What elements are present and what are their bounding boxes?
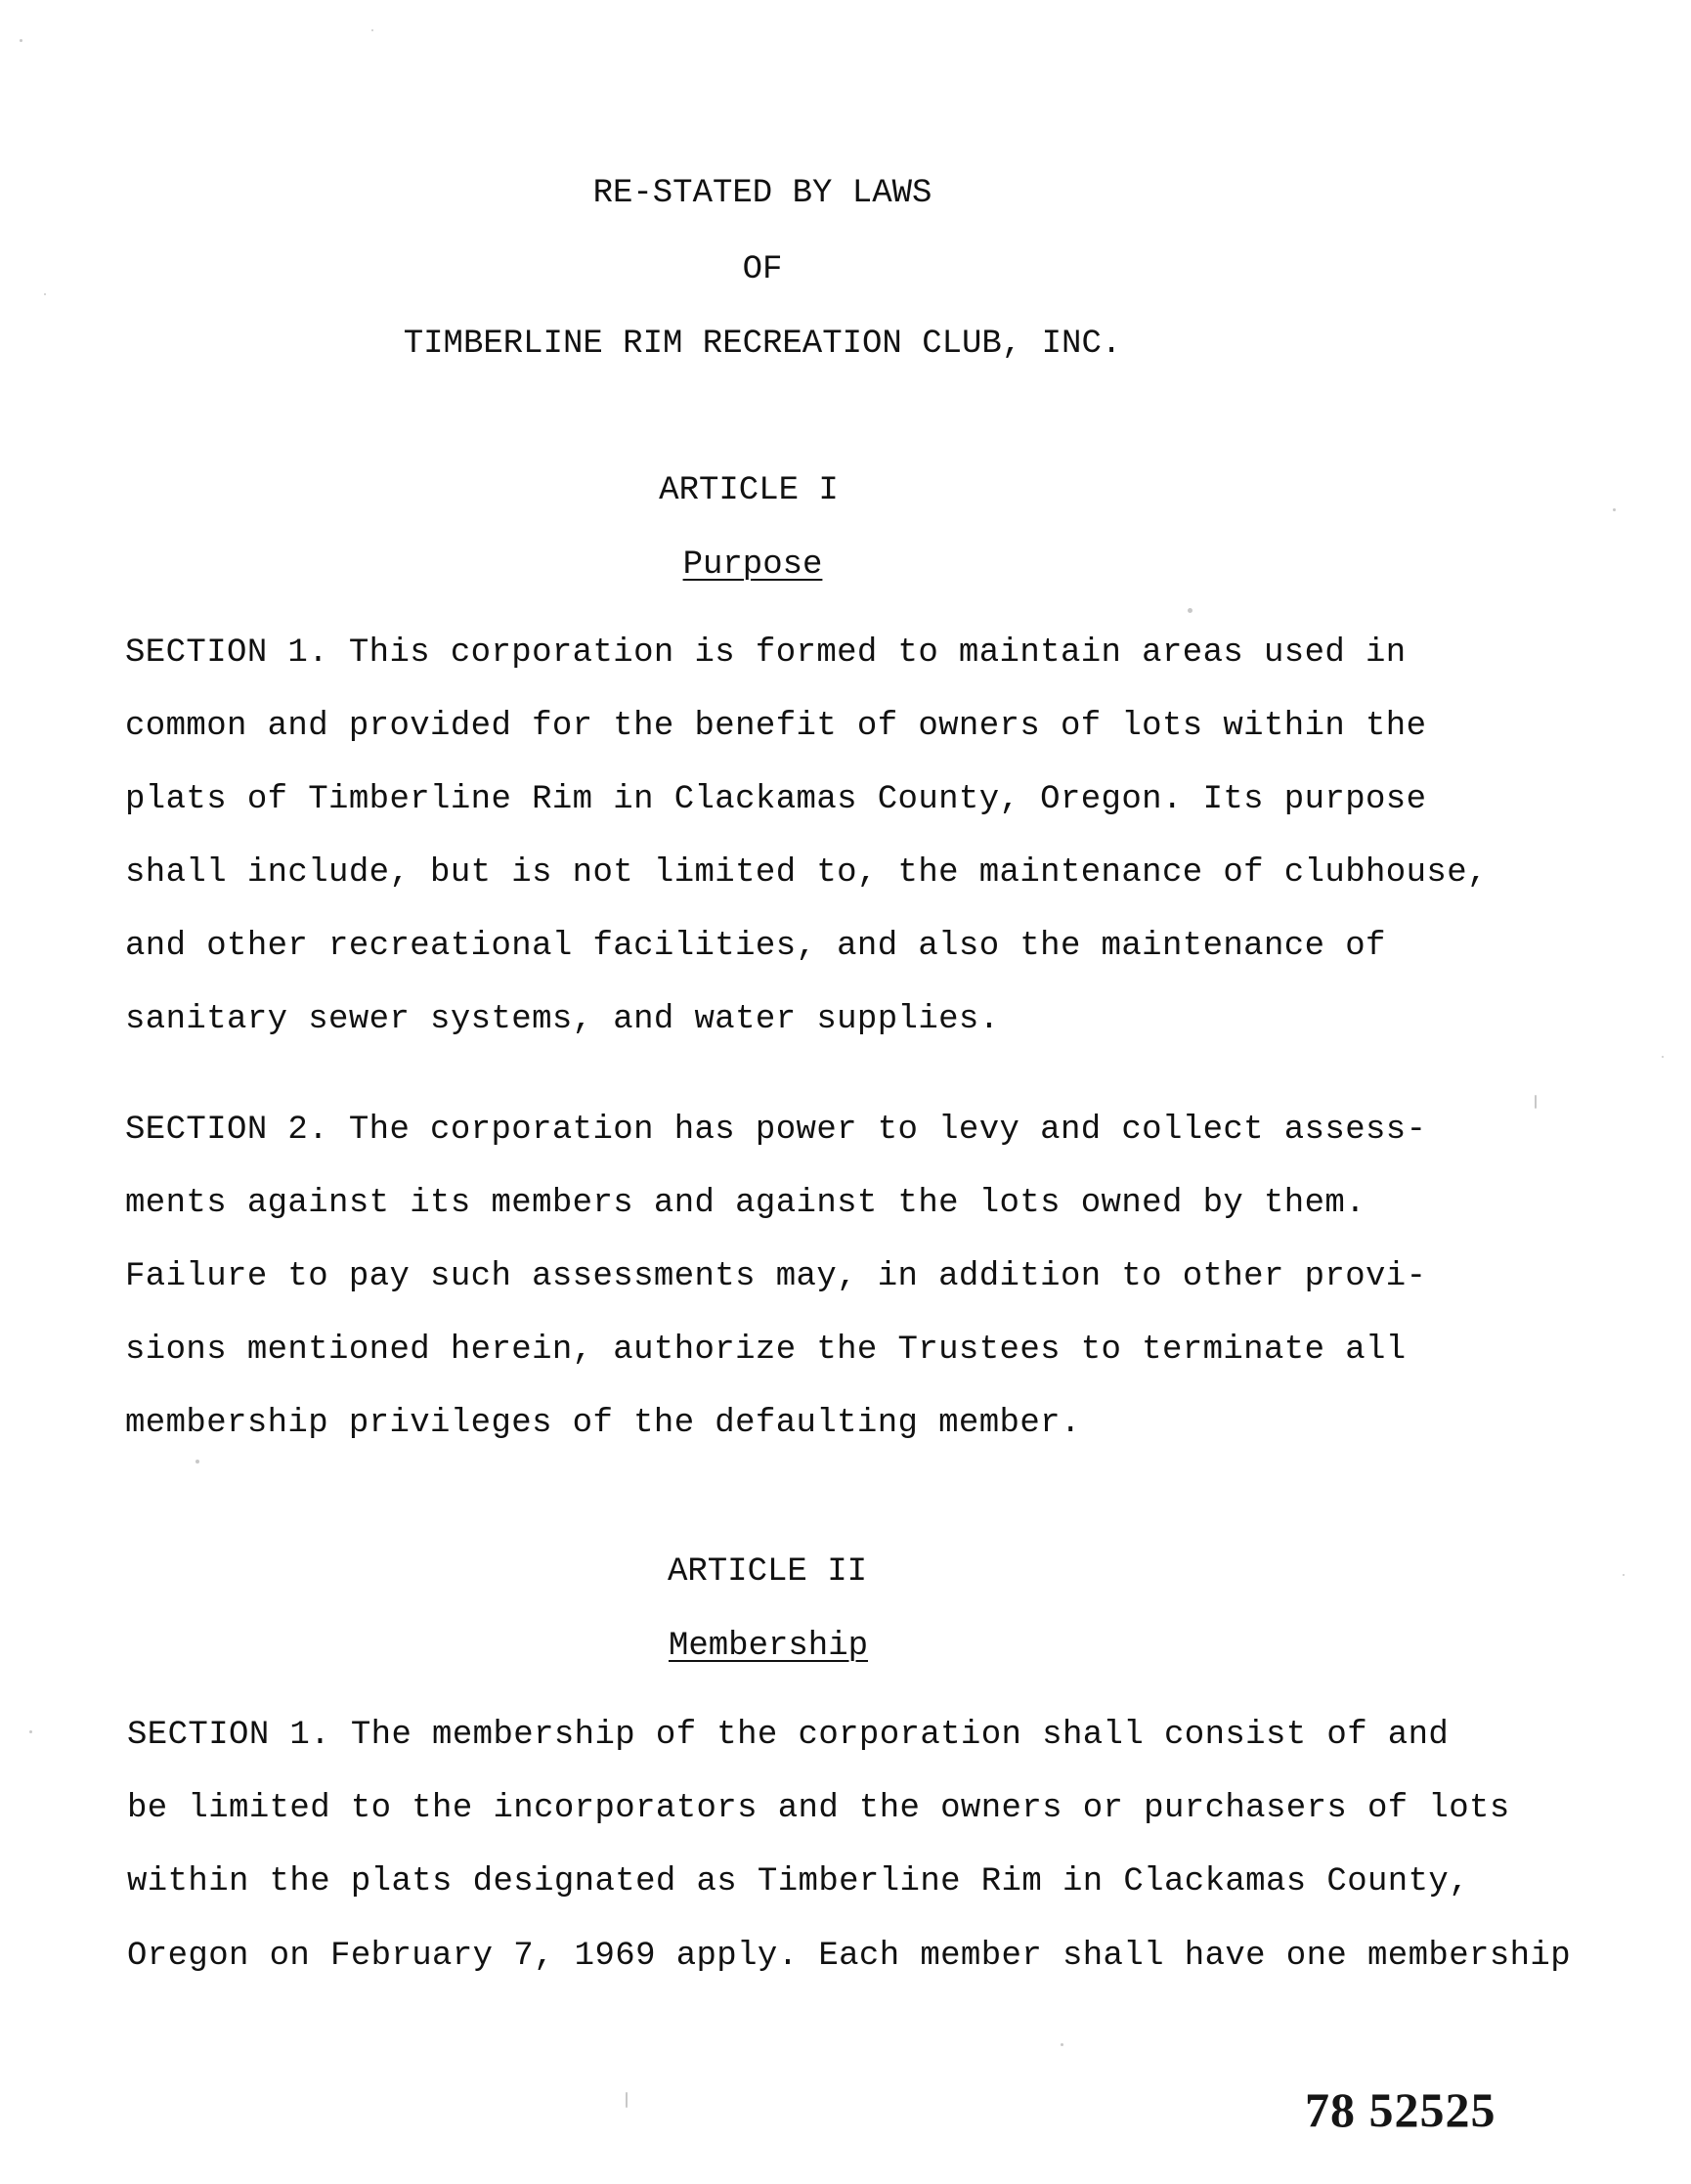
scan-speck (1623, 1574, 1625, 1576)
article-2-subheading (0, 1627, 1537, 1666)
scan-speck (20, 39, 22, 42)
scan-speck (371, 29, 373, 31)
scan-speck (1535, 1095, 1537, 1109)
document-title-of: OF (742, 251, 783, 288)
paragraph-line: and other recreational facilities, and also the maintenance of (125, 928, 1386, 965)
paragraph-line: sions mentioned herein, authorize the Trustees to terminate all (125, 1332, 1407, 1369)
document-title: RE-STATED BY LAWS (592, 175, 932, 212)
scan-speck (1188, 608, 1192, 613)
scan-speck (1613, 508, 1616, 511)
article-2-subheading-text: Membership (668, 1628, 869, 1665)
scan-speck (1662, 1056, 1664, 1058)
scan-speck (626, 2092, 628, 2108)
scan-speck (195, 1460, 199, 1463)
paragraph-line: SECTION 2. The corporation has power to levy and collect assess- (125, 1112, 1427, 1149)
recording-number-stamp: 78 52525 (1305, 2082, 1496, 2137)
paragraph-line: sanitary sewer systems, and water supplies. (125, 1001, 1000, 1038)
paragraph-line: membership privileges of the defaulting member. (125, 1405, 1081, 1442)
scan-speck (1061, 2043, 1063, 2046)
scan-speck (29, 1730, 32, 1733)
article-1-heading: ARTICLE I (659, 472, 839, 509)
paragraph-line: SECTION 1. The membership of the corporation shall consist of and (127, 1717, 1450, 1754)
scan-speck (44, 293, 46, 295)
article-1-subheading (0, 546, 1505, 585)
paragraph-line: plats of Timberline Rim in Clackamas County, Oregon. Its purpose (125, 781, 1427, 818)
article-2-heading: ARTICLE II (667, 1553, 868, 1591)
paragraph-line: Failure to pay such assessments may, in addition to other provi- (125, 1258, 1427, 1295)
paragraph-line: within the plats designated as Timberline Rim in Clackamas County, (127, 1863, 1470, 1900)
paragraph-line: Oregon on February 7, 1969 apply. Each member shall have one membership (127, 1938, 1572, 1975)
article-1-subheading-text: Purpose (682, 546, 823, 584)
paragraph-line: common and provided for the benefit of owners of lots within the (125, 708, 1427, 745)
paragraph-line: be limited to the incorporators and the owners or purchasers of lots (127, 1790, 1510, 1827)
paragraph-line: SECTION 1. This corporation is formed to maintain areas used in (125, 634, 1407, 672)
paragraph-line: ments against its members and against the lots owned by them. (125, 1185, 1366, 1222)
paragraph-line: shall include, but is not limited to, the maintenance of clubhouse, (125, 854, 1488, 892)
corporation-name: TIMBERLINE RIM RECREATION CLUB, INC. (403, 326, 1122, 363)
